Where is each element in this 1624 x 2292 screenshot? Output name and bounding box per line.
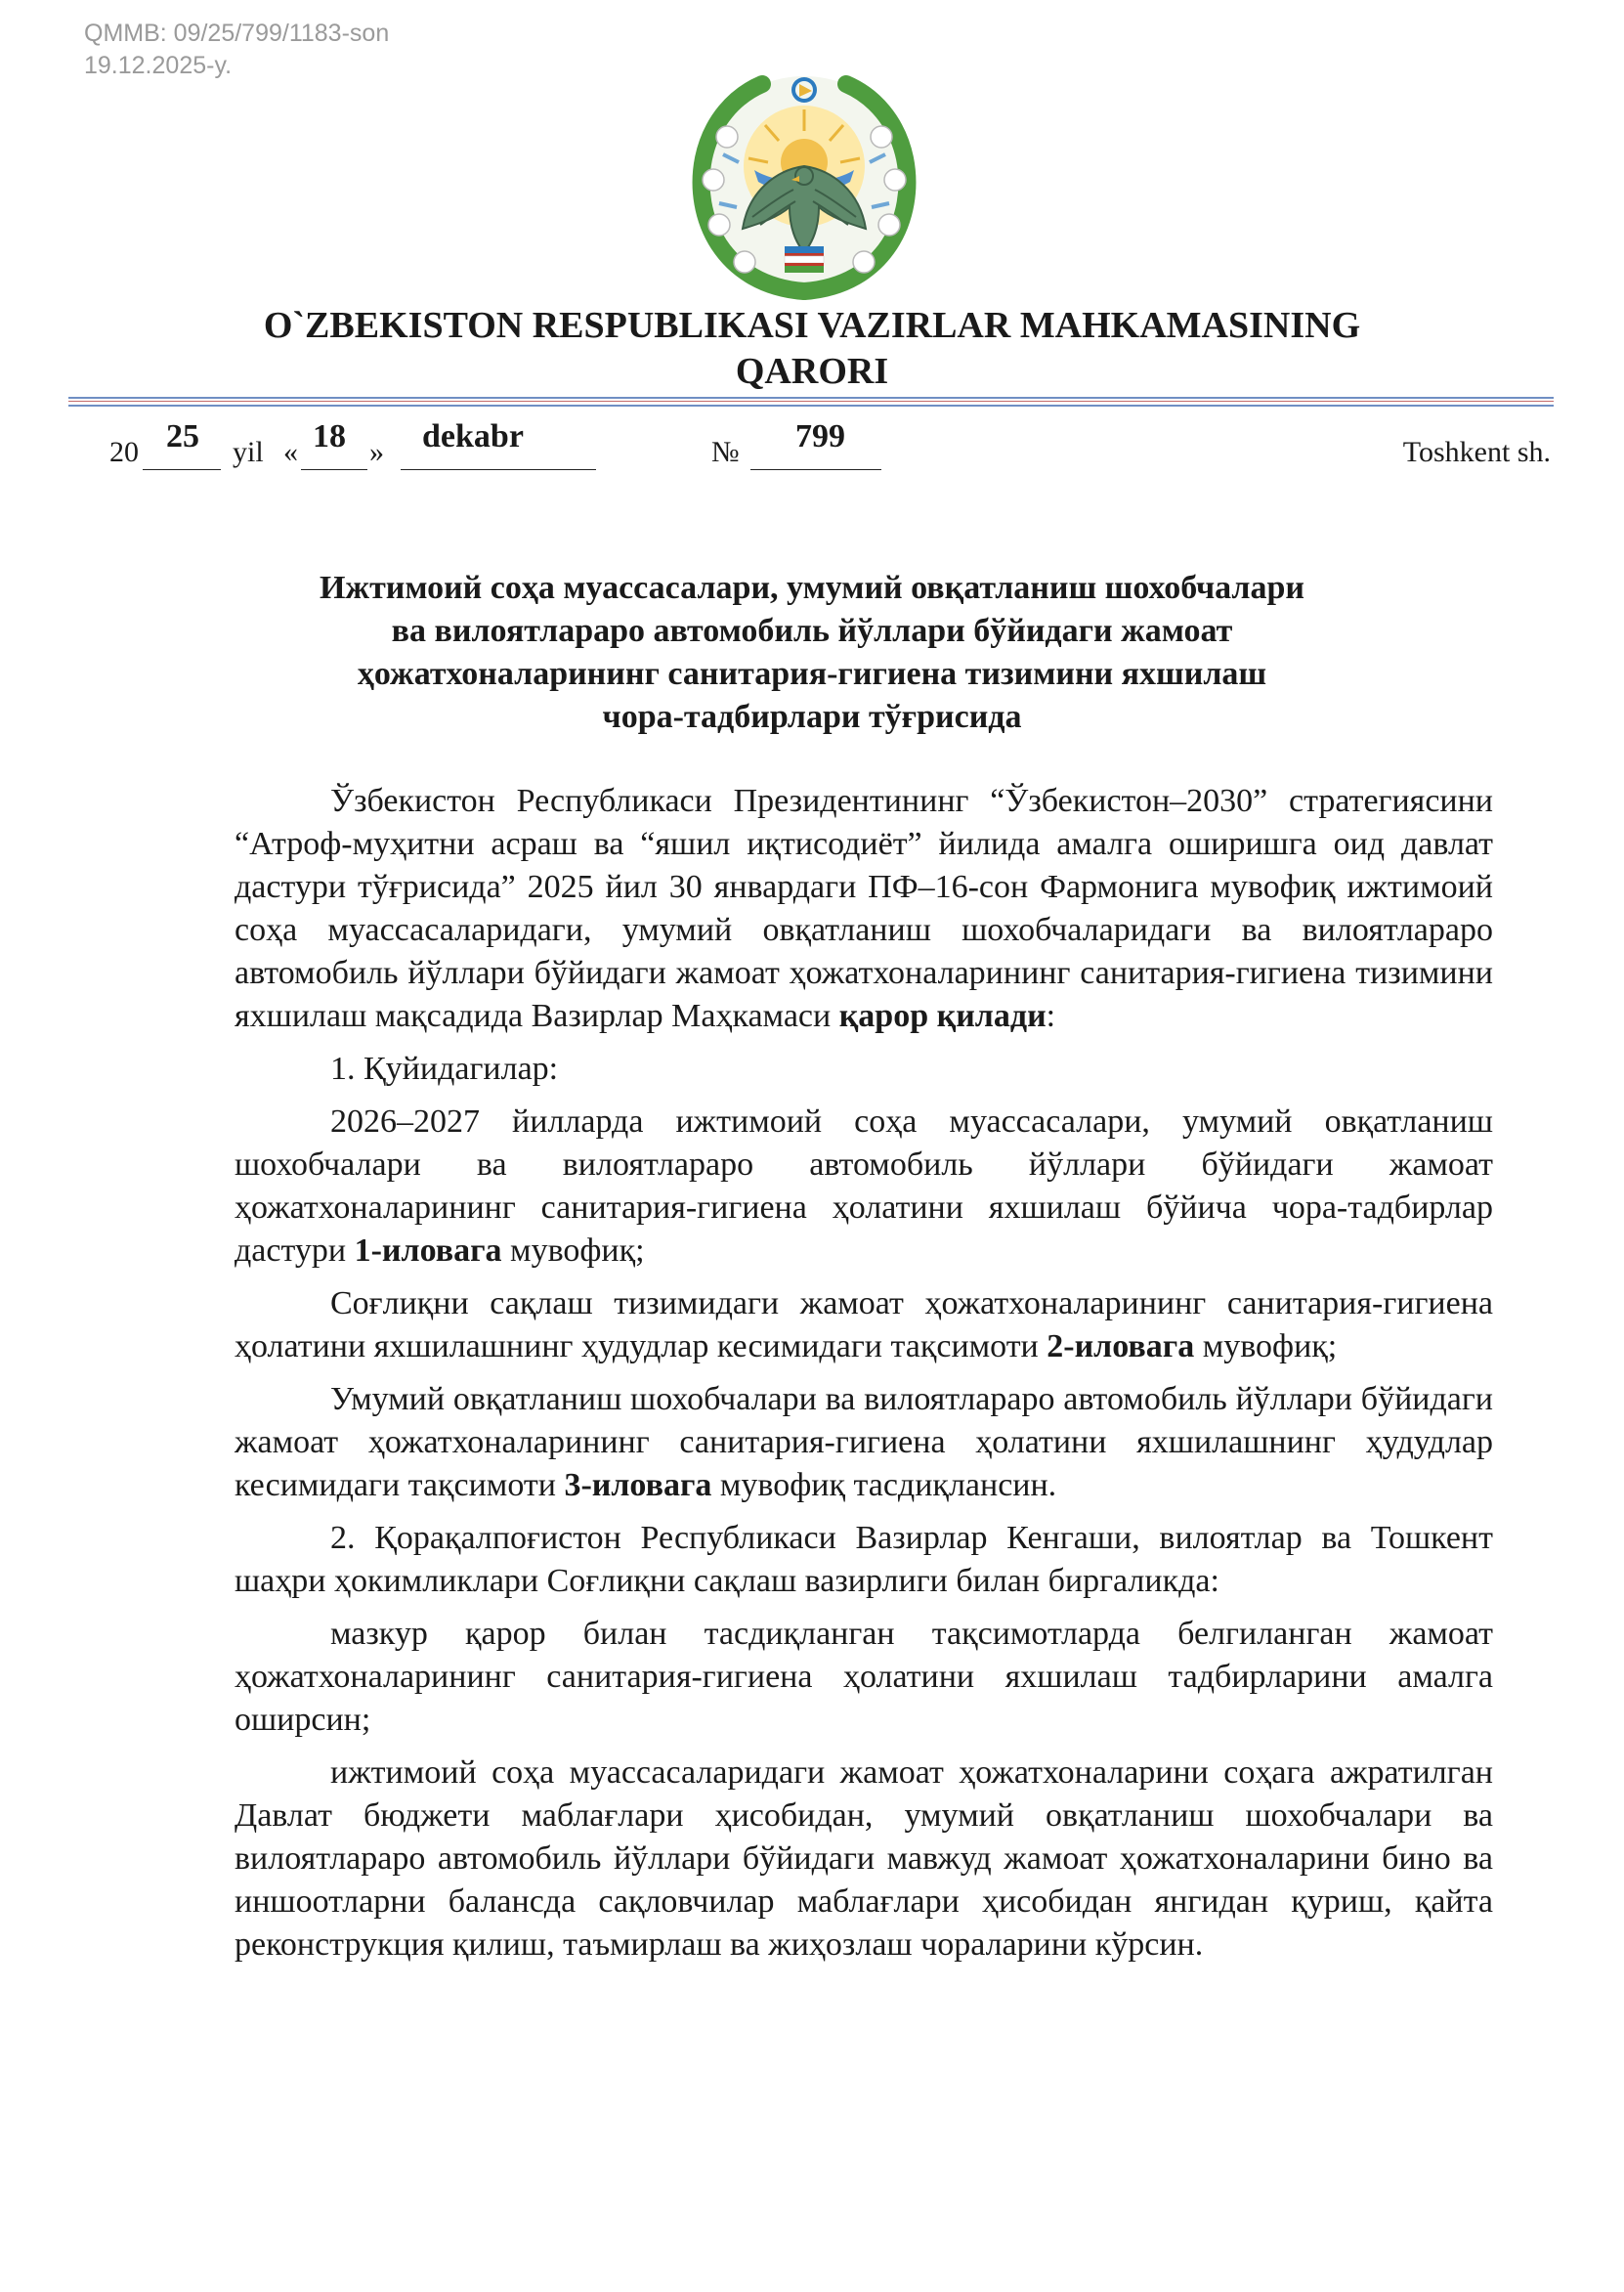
year-prefix: 20 — [109, 436, 139, 468]
document-heading-line-2: ва вилоятлараро автомобиль йўллари бўйидаги жамоат — [391, 613, 1233, 649]
clause-2-heading: 2. Қорақалпоғистон Республикаси Вазирлар Кенгаши, вилоятлар ва Тошкент шаҳри ҳокимликлари Соғлиқни сақлаш вазирлиги билан биргаликда: — [235, 1520, 1493, 1599]
year-value: 25 — [166, 418, 199, 454]
document-heading-line-3: ҳожатхоналарининг санитария-гигиена тизимини яхшилаш — [357, 656, 1267, 692]
year-blank — [143, 469, 221, 470]
header-divider-middle — [68, 401, 1554, 402]
header-divider-top — [68, 397, 1554, 399]
clause-1-item-1-text: 2026–2027 йилларда ижтимоий соҳа муассасалари, умумий овқатланиш шохобчалари ва вилоятлараро автомобиль йўллари бўйидаги жамоат ҳожатхоналарининг санитария-гигиена ҳолатини яхшилаш бўйича чора-тадбирлар дастури — [235, 1103, 1493, 1269]
clause-1-item-3-end: мувофиқ тасдиқлансин. — [711, 1467, 1057, 1503]
clause-1-item-3-text: Умумий овқатланиш шохобчалари ва вилоятлараро автомобиль йўллари бўйидаги жамоат ҳожатхоналарининг санитария-гигиена ҳолатини яхшилашнинг ҳудудлар кесимидаги тақсимоти — [235, 1381, 1493, 1503]
preamble-decision-phrase: қарор қилади — [838, 998, 1047, 1034]
clause-1-item-2-text: Соғлиқни сақлаш тизимидаги жамоат ҳожатхоналарининг санитария-гигиена ҳолатини яхшилашнинг ҳудудлар кесимидаги тақсимоти — [235, 1285, 1493, 1364]
document-heading-line-4: чора-тадбирлари тўғрисида — [602, 699, 1022, 735]
number-sign: № — [711, 436, 740, 468]
clause-1-heading: 1. Қуйидагилар: — [330, 1051, 559, 1087]
registration-date: 19.12.2025-y. — [84, 52, 233, 79]
number-blank — [750, 469, 881, 470]
year-word: yil — [233, 436, 264, 468]
document-heading-line-1: Ижтимоий соҳа муассасалари, умумий овқатланиш шохобчалари — [319, 570, 1304, 606]
day-value: 18 — [313, 418, 346, 454]
annex-1-reference: 1-иловага — [354, 1232, 502, 1269]
preamble-end: : — [1046, 998, 1056, 1034]
document-body — [235, 780, 1493, 1976]
clause-1-item-3 — [235, 1378, 1493, 1507]
clause-1-item-1-end: мувофиқ; — [501, 1232, 645, 1269]
month-blank — [401, 469, 596, 470]
day-blank — [301, 469, 367, 470]
clause-2-item-1: мазкур қарор билан тасдиқланган тақсимотларда белгиланган жамоат ҳожатхоналарининг санитария-гигиена ҳолатини яхшилаш тадбирларини амалга оширсин; — [235, 1616, 1493, 1738]
annex-2-reference: 2-иловага — [1047, 1328, 1195, 1364]
issuing-authority-line-2: QARORI — [735, 351, 889, 392]
clause-2-item-2: ижтимоий соҳа муассасаларидаги жамоат ҳожатхоналарини соҳага ажратилган Давлат бюджети маблағлари ҳисобидан, умумий овқатланиш шохобчалари ва вилоятлараро автомобиль йўллари бўйидаги мавжуд жамоат ҳожатхоналарини бино ва иншоотларни балансда сақловчилар маблағлари ҳисобидан янгидан қуриш, қайта реконструкция қилиш, таъмирлаш ва жиҳозлаш чораларини кўрсин. — [235, 1754, 1493, 1963]
clause-1-item-2 — [235, 1282, 1493, 1368]
issuing-authority-title — [0, 303, 1624, 395]
annex-3-reference: 3-иловага — [564, 1467, 712, 1503]
clause-1-item-2-end: мувофиқ; — [1194, 1328, 1338, 1364]
date-number-line — [109, 418, 1551, 477]
issue-city: Toshkent sh. — [1402, 436, 1551, 468]
registration-stamp — [84, 18, 389, 82]
document-number: 799 — [795, 418, 845, 454]
header-divider-bottom — [68, 405, 1554, 407]
preamble-text: Ўзбекистон Республикаси Президентининг “Ўзбекистон–2030” стратегиясини “Атроф-муҳитни асраш ва “яшил иқтисодиёт” йилида амалга оширишга оид давлат дастури тўғрисида” 2025 йил 30 январдаги ПФ–16-сон Фармонига мувофиқ ижтимоий соҳа муассасаларидаги, умумий овқатланиш шохобчаларидаги ва вилоятлараро автомобиль йўллари бўйидаги жамоат ҳожатхоналарининг санитария-гигиена тизимини яхшилаш мақсадида Вазирлар Маҳкамаси — [235, 783, 1493, 1034]
day-quote-close: » — [369, 436, 384, 468]
issuing-authority-line-1: O`ZBEKISTON RESPUBLIKASI VAZIRLAR MAHKAMASINING — [263, 305, 1361, 346]
month-value: dekabr — [422, 418, 524, 454]
clause-1-item-1 — [235, 1101, 1493, 1273]
day-quote-open: « — [283, 436, 298, 468]
registration-number: QMMB: 09/25/799/1183-son — [84, 20, 390, 47]
uzbekistan-state-emblem-icon — [684, 61, 924, 301]
preamble-paragraph — [235, 780, 1493, 1038]
document-heading — [0, 567, 1624, 739]
